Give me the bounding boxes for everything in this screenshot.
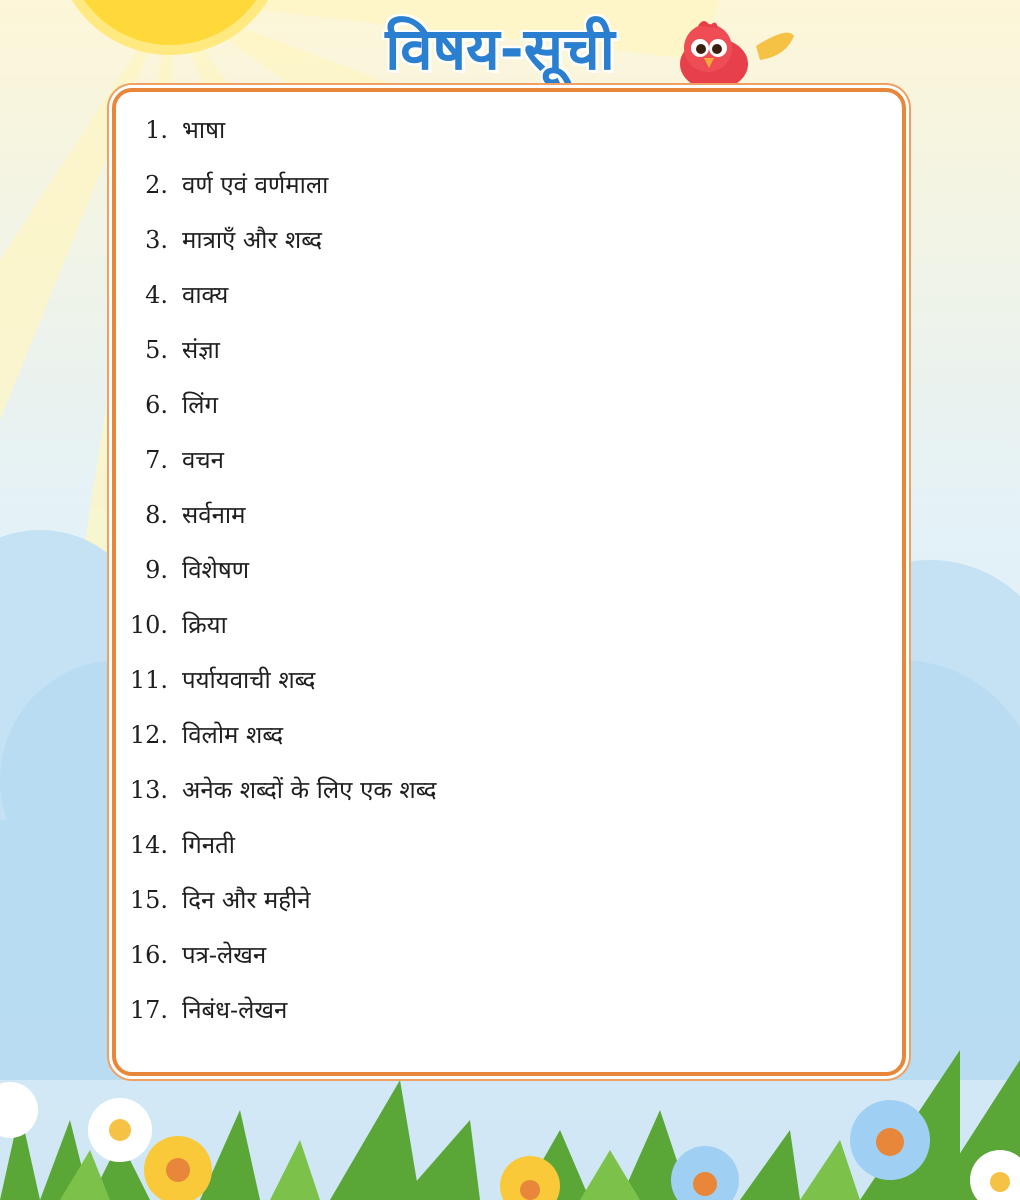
toc-item <box>116 267 902 322</box>
toc-chapter-title: संज्ञा <box>182 336 220 364</box>
toc-chapter-title: विशेषण <box>182 556 250 584</box>
toc-number: 5. <box>145 335 168 364</box>
toc-chapter-title: भाषा <box>182 116 226 144</box>
toc-number: 11. <box>129 665 168 694</box>
toc-number: 15. <box>129 885 168 914</box>
toc-item <box>116 652 902 707</box>
toc-number: 7. <box>145 445 168 474</box>
toc-chapter-title: सर्वनाम <box>182 501 246 529</box>
toc-number: 14. <box>129 830 168 859</box>
toc-item <box>116 927 902 982</box>
toc-number: 3. <box>145 225 168 254</box>
toc-item <box>116 487 902 542</box>
toc-number: 10. <box>129 610 168 639</box>
toc-chapter-title: निबंध-लेखन <box>182 996 288 1024</box>
toc-item <box>116 102 902 157</box>
toc-item <box>116 212 902 267</box>
toc-chapter-title: पर्यायवाची शब्द <box>182 666 316 694</box>
toc-chapter-title: वचन <box>182 446 224 474</box>
bird-icon <box>668 16 798 96</box>
toc-item <box>116 982 902 1037</box>
toc-number: 17. <box>129 995 168 1024</box>
toc-item <box>116 707 902 762</box>
toc-item <box>116 157 902 212</box>
toc-number: 6. <box>145 390 168 419</box>
toc-number: 9. <box>145 555 168 584</box>
toc-panel <box>112 88 906 1076</box>
toc-number: 2. <box>145 170 168 199</box>
toc-number: 8. <box>145 500 168 529</box>
toc-item <box>116 597 902 652</box>
toc-chapter-title: विलोम शब्द <box>182 721 284 749</box>
toc-item <box>116 432 902 487</box>
toc-chapter-title: गिनती <box>182 831 235 859</box>
toc-number: 13. <box>129 775 168 804</box>
toc-number: 1. <box>145 115 168 144</box>
toc-chapter-title: मात्राएँ और शब्द <box>182 226 322 254</box>
toc-list <box>116 102 902 1037</box>
toc-number: 16. <box>129 940 168 969</box>
toc-item <box>116 817 902 872</box>
toc-chapter-title: पत्र-लेखन <box>182 941 267 969</box>
toc-item <box>116 377 902 432</box>
toc-chapter-title: लिंग <box>182 391 218 419</box>
toc-item <box>116 542 902 597</box>
toc-item <box>116 762 902 817</box>
toc-chapter-title: वाक्य <box>182 281 229 309</box>
toc-number: 12. <box>129 720 168 749</box>
toc-number: 4. <box>145 280 168 309</box>
toc-chapter-title: क्रिया <box>182 611 227 639</box>
toc-item <box>116 872 902 927</box>
toc-item <box>116 322 902 377</box>
page-title: विषय-सूची <box>385 15 615 83</box>
toc-chapter-title: दिन और महीने <box>182 886 311 914</box>
toc-chapter-title: वर्ण एवं वर्णमाला <box>182 171 329 199</box>
toc-chapter-title: अनेक शब्दों के लिए एक शब्द <box>182 776 437 804</box>
